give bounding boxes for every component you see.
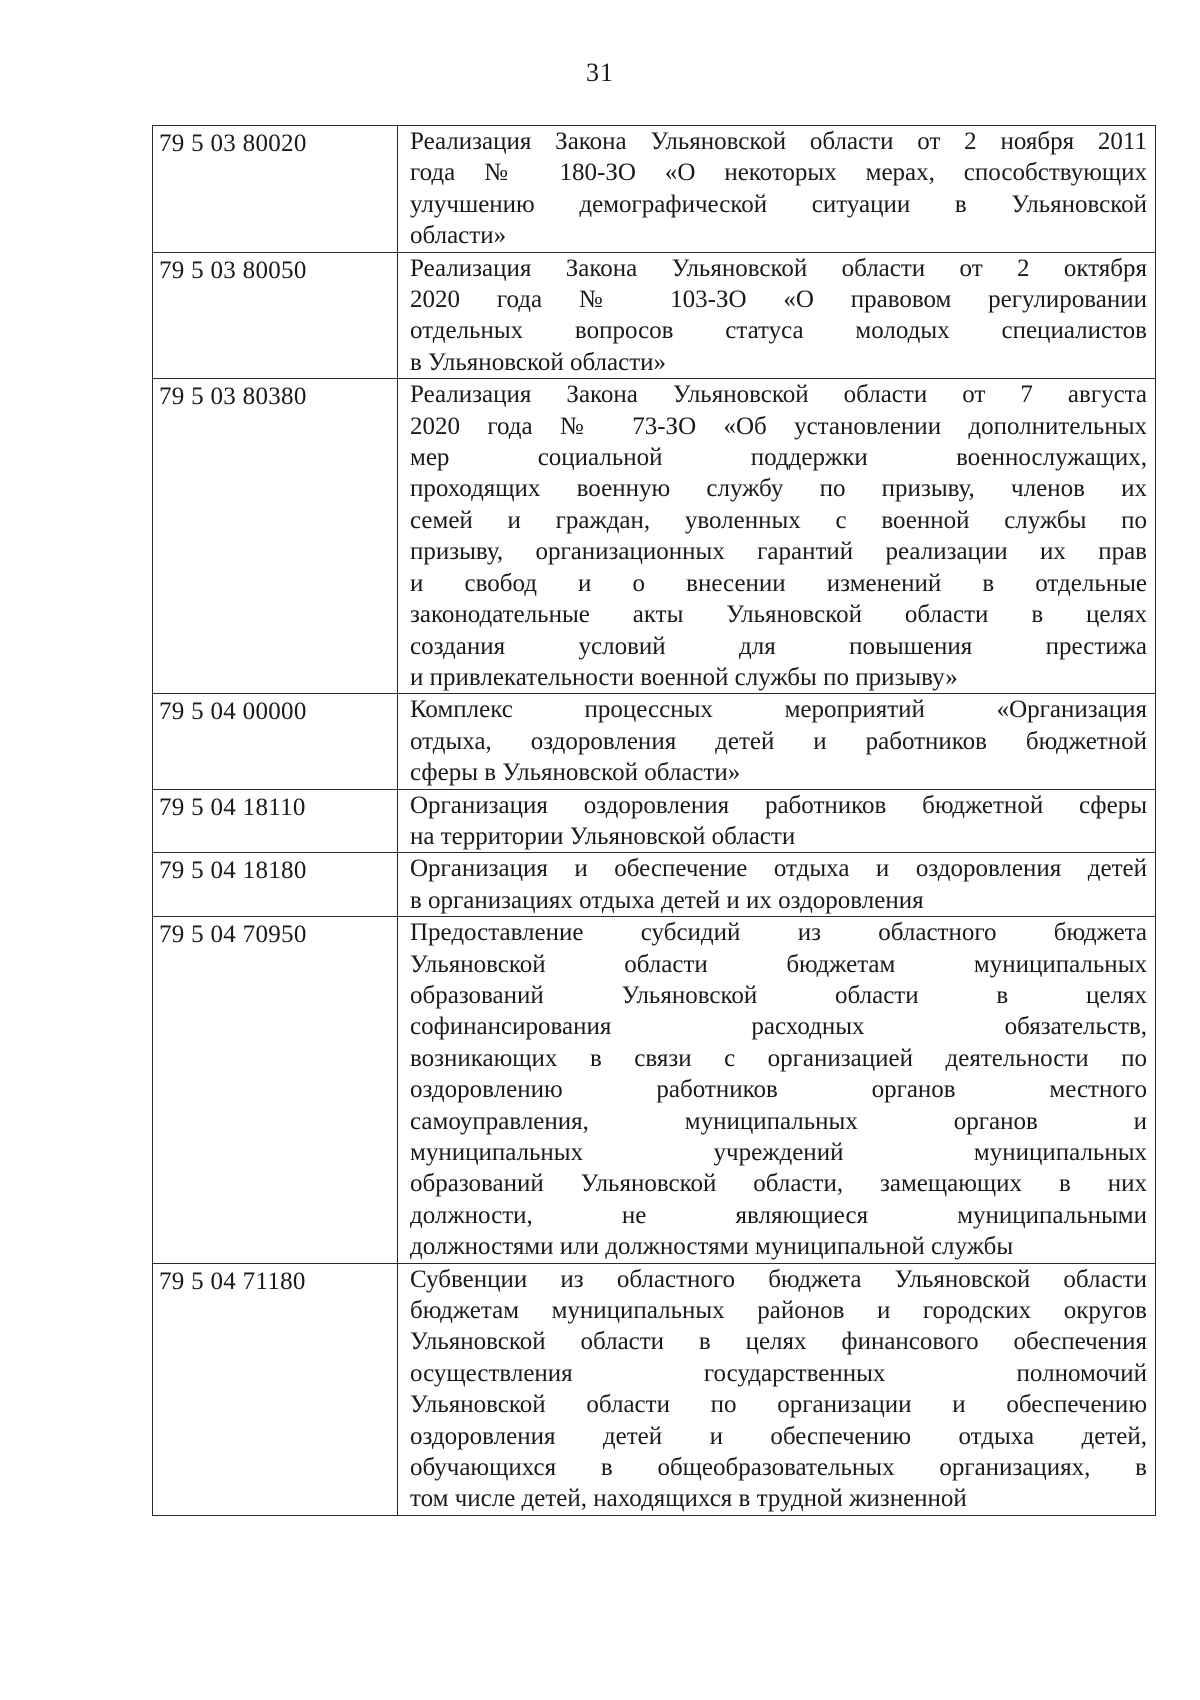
description-line: создания условий для повышения престижа bbox=[410, 632, 1147, 660]
description-line: Реализация Закона Ульяновской области от 2 ноября 2011 bbox=[410, 128, 1147, 155]
description-line: Субвенции из областного бюджета Ульяновской области bbox=[410, 1265, 1147, 1293]
description-cell bbox=[398, 252, 1156, 379]
description-cell bbox=[398, 379, 1156, 694]
description-line: должностями или должностями муниципальной службы bbox=[410, 1233, 1014, 1261]
description-line: том числе детей, находящихся в трудной жизненной bbox=[410, 1485, 967, 1513]
table-row bbox=[153, 917, 1156, 1263]
description-line: возникающих в связи с организацией деятельности по bbox=[410, 1044, 1147, 1072]
description-cell bbox=[398, 789, 1156, 853]
description-line: и свобод и о внесении изменений в отдельные bbox=[410, 569, 1147, 597]
description-line: Предоставление субсидий из областного бюджета bbox=[410, 919, 1147, 947]
table-row bbox=[153, 1263, 1156, 1515]
description-line: должности, не являющиеся муниципальными bbox=[410, 1201, 1147, 1229]
table-row bbox=[153, 379, 1156, 694]
table-body bbox=[153, 126, 1156, 1516]
description-line: улучшению демографической ситуации в Ульяновской bbox=[410, 190, 1147, 218]
budget-code-cell: 79 5 04 18180 bbox=[153, 853, 398, 917]
table-row bbox=[153, 789, 1156, 853]
description-line: отдыха, оздоровления детей и работников бюджетной bbox=[410, 727, 1147, 755]
description-line: Организация оздоровления работников бюджетной сферы bbox=[410, 791, 1147, 819]
description-line: образований Ульяновской области, замещающих в них bbox=[410, 1170, 1147, 1198]
description-line: муниципальных учреждений муниципальных bbox=[410, 1139, 1147, 1166]
budget-code-cell: 79 5 04 18110 bbox=[153, 789, 398, 853]
description-line: Реализация Закона Ульяновской области от 7 августа bbox=[410, 381, 1147, 409]
budget-codes-table bbox=[152, 125, 1156, 1516]
table-row bbox=[153, 126, 1156, 253]
description-line: 2020 года № 103-ЗО «О правовом регулировании bbox=[410, 286, 1147, 314]
description-line: года № 180-ЗО «О некоторых мерах, способствующих bbox=[410, 159, 1147, 187]
description-line: софинансирования расходных обязательств, bbox=[410, 1013, 1147, 1041]
budget-code-cell: 79 5 03 80380 bbox=[153, 379, 398, 694]
description-line: в Ульяновской области» bbox=[410, 348, 667, 376]
table-row bbox=[153, 252, 1156, 379]
description-line: проходящих военную службу по призыву, членов их bbox=[410, 475, 1147, 503]
description-line: бюджетам муниципальных районов и городских округов bbox=[410, 1297, 1147, 1325]
description-line: оздоровления детей и обеспечению отдыха детей, bbox=[410, 1422, 1147, 1450]
description-line: осуществления государственных полномочий bbox=[410, 1359, 1147, 1387]
description-line: 2020 года № 73-ЗО «Об установлении дополнительных bbox=[410, 412, 1147, 440]
page-number: 31 bbox=[586, 58, 614, 87]
description-cell bbox=[398, 853, 1156, 917]
description-line: на территории Ульяновской области bbox=[410, 822, 796, 850]
description-line: Ульяновской области бюджетам муниципальных bbox=[410, 950, 1147, 978]
budget-code-cell: 79 5 04 00000 bbox=[153, 694, 398, 789]
description-line: мер социальной поддержки военнослужащих, bbox=[410, 444, 1147, 472]
description-line: семей и граждан, уволенных с военной службы по bbox=[410, 506, 1147, 534]
description-line: оздоровлению работников органов местного bbox=[410, 1076, 1147, 1104]
description-line: призыву, организационных гарантий реализации их прав bbox=[410, 538, 1147, 566]
table-row bbox=[153, 853, 1156, 917]
description-line: образований Ульяновской области в целях bbox=[410, 981, 1147, 1009]
description-line: Ульяновской области по организации и обеспечению bbox=[410, 1391, 1147, 1419]
budget-code-cell: 79 5 03 80050 bbox=[153, 252, 398, 379]
budget-code-cell: 79 5 04 71180 bbox=[153, 1263, 398, 1515]
budget-code-cell: 79 5 03 80020 bbox=[153, 126, 398, 253]
description-line: законодательные акты Ульяновской области в целях bbox=[410, 601, 1147, 629]
description-line: сферы в Ульяновской области» bbox=[410, 759, 741, 787]
description-line: области» bbox=[410, 222, 507, 250]
description-line: отдельных вопросов статуса молодых специалистов bbox=[410, 317, 1147, 345]
description-line: обучающихся в общеобразовательных организациях, в bbox=[410, 1454, 1147, 1482]
description-cell bbox=[398, 126, 1156, 253]
description-line: Ульяновской области в целях финансового обеспечения bbox=[410, 1328, 1147, 1356]
table-row bbox=[153, 694, 1156, 789]
description-cell bbox=[398, 1263, 1156, 1515]
description-line: Реализация Закона Ульяновской области от 2 октября bbox=[410, 254, 1147, 282]
description-line: самоуправления, муниципальных органов и bbox=[410, 1107, 1147, 1135]
description-line: Организация и обеспечение отдыха и оздоровления детей bbox=[410, 855, 1147, 883]
description-line: в организациях отдыха детей и их оздоровления bbox=[410, 886, 924, 914]
description-line: и привлекательности военной службы по призыву» bbox=[410, 663, 958, 691]
description-line: Комплекс процессных мероприятий «Организация bbox=[410, 696, 1147, 724]
description-cell bbox=[398, 917, 1156, 1263]
description-cell bbox=[398, 694, 1156, 789]
budget-code-cell: 79 5 04 70950 bbox=[153, 917, 398, 1263]
